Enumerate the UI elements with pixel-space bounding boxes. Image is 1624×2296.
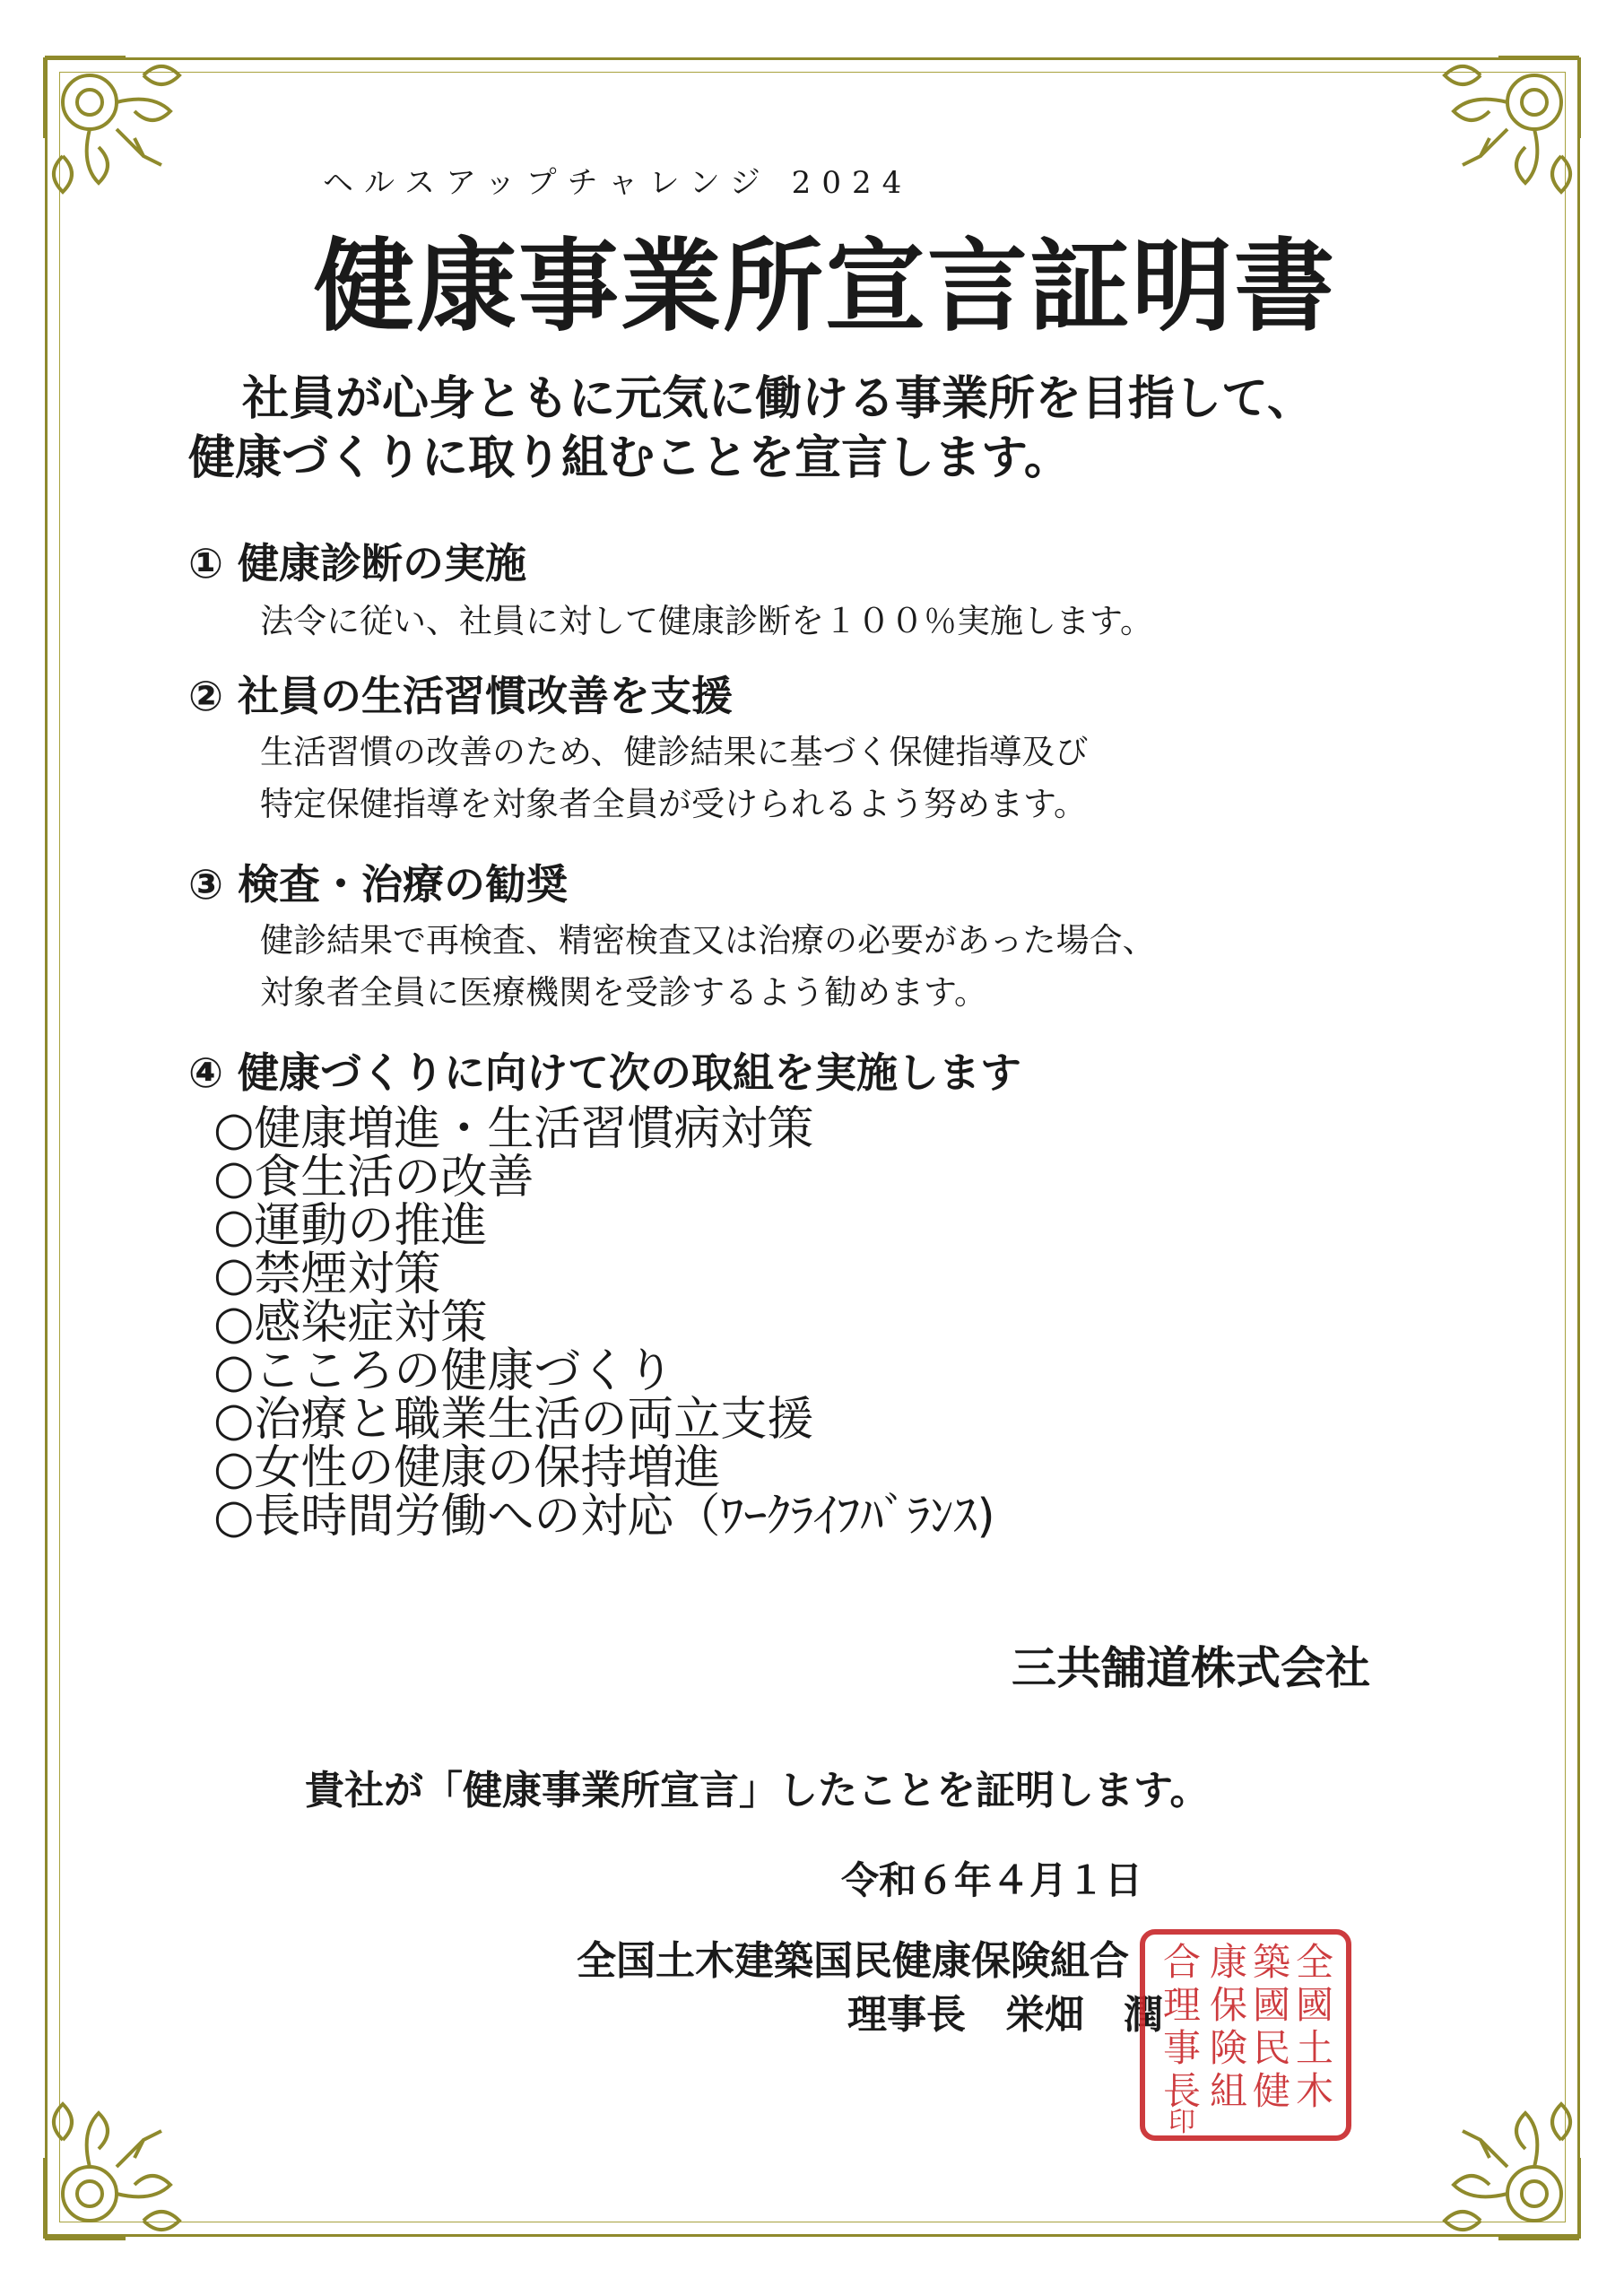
intro-line: 社員が心身ともに元気に働ける事業所を目指して、 [242, 372, 1314, 426]
svg-text:築: 築 [1252, 1940, 1291, 1984]
svg-text:印: 印 [1168, 2107, 1195, 2138]
declaration-item-1 [188, 531, 1153, 648]
intro-line: 健康づくりに取り組むことを宣言します。 [188, 431, 1071, 485]
svg-text:木: 木 [1295, 2069, 1334, 2113]
list-item: ○感染症対策 [213, 1296, 488, 1350]
svg-text:事: 事 [1162, 2026, 1202, 2070]
list-item: ○運動の推進 [213, 1199, 488, 1253]
issue-date: 令和６年４月１日 [841, 1858, 1143, 1902]
svg-text:健: 健 [1252, 2069, 1291, 2113]
item-line: 生活習慣の改善のため、健診結果に基づく保健指導及び [260, 733, 1089, 771]
item-line: 対象者全員に医療機関を受診するよう勧めます。 [260, 973, 988, 1012]
company-name: 三共舗道株式会社 [1012, 1642, 1370, 1694]
item-line: 健診結果で再検査、精密検査又は治療の必要があった場合、 [260, 921, 1156, 960]
item-heading: ① 健康診断の実施 [188, 539, 526, 587]
declaration-item-3 [188, 852, 1156, 1019]
corner-ornament-top-right [1391, 39, 1597, 246]
certificate-subtitle: ヘルスアップチャレンジ 2024 [323, 165, 913, 201]
item-heading: ④ 健康づくりに向けて次の取組を実施します [188, 1048, 1021, 1097]
svg-text:険: 険 [1209, 2026, 1248, 2070]
corner-ornament-bottom-left [27, 2050, 233, 2257]
svg-text:康: 康 [1209, 1940, 1248, 1984]
corner-ornament-top-left [27, 39, 233, 246]
issuer-chairman: 理事長 栄畑 潤 [847, 1992, 1163, 2038]
item-heading: ③ 検査・治療の勧奨 [188, 860, 568, 909]
svg-text:長: 長 [1162, 2069, 1202, 2113]
svg-text:組: 組 [1209, 2069, 1248, 2113]
declaration-item-2 [188, 664, 1089, 831]
list-item: ○食生活の改善 [213, 1151, 534, 1205]
list-item: ○女性の健康の保持増進 [213, 1441, 721, 1495]
svg-text:民: 民 [1252, 2026, 1291, 2070]
list-item: ○こころの健康づくり [213, 1344, 674, 1398]
list-item: ○健康増進・生活習慣病対策 [213, 1102, 814, 1156]
list-item: ○禁煙対策 [213, 1248, 441, 1301]
item-line: 法令に従い、社員に対して健康診断を１００％実施します。 [260, 602, 1154, 640]
declaration-intro [188, 370, 1314, 488]
svg-text:國: 國 [1252, 1983, 1291, 2027]
initiative-list [213, 1102, 995, 1544]
svg-text:土: 土 [1295, 2026, 1334, 2070]
certification-statement: 貴社が「健康事業所宣言」したことを証明します。 [305, 1768, 1210, 1813]
svg-text:合: 合 [1162, 1940, 1202, 1984]
official-seal-stamp [1139, 1928, 1352, 2142]
svg-text:全: 全 [1295, 1940, 1334, 1984]
certificate-title: 健康事業所宣言証明書 [314, 229, 1336, 345]
corner-ornament-bottom-right [1391, 2050, 1597, 2257]
list-item: ○治療と職業生活の両立支援 [213, 1393, 814, 1447]
svg-text:保: 保 [1209, 1983, 1248, 2027]
item-heading: ② 社員の生活習慣改善を支援 [188, 672, 733, 720]
svg-text:國: 國 [1295, 1983, 1334, 2027]
issuer-organization: 全国土木建築国民健康保険組合 [577, 1938, 1129, 1984]
declaration-item-4 [188, 1040, 1021, 1100]
item-line: 特定保健指導を対象者全員が受けられるよう努めます。 [260, 785, 1088, 823]
list-item: ○長時間労働への対応（ﾜｰｸﾗｲﾌﾊﾞﾗﾝｽ) [213, 1490, 995, 1544]
svg-text:理: 理 [1162, 1983, 1202, 2027]
